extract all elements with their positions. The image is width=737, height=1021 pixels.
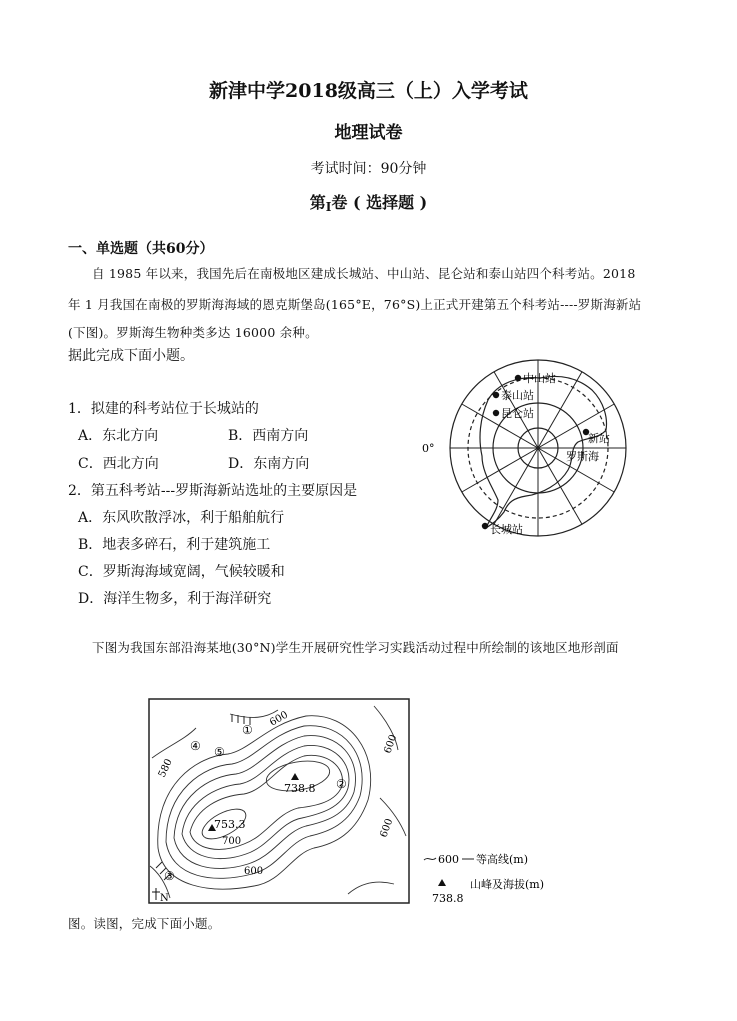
marker-4: ④ — [190, 739, 201, 753]
contour-map — [148, 698, 410, 904]
passage2-line2: 图。读图，完成下面小题。 — [68, 916, 221, 931]
q1-option-a[interactable]: A．东北方向 — [78, 428, 159, 444]
volume-roman: I — [325, 200, 332, 214]
q2-stem: 2．第五科考站---罗斯海新站选址的主要原因是 — [68, 483, 358, 499]
antarctica-polar-map — [410, 352, 660, 544]
q1-option-b[interactable]: B．西南方向 — [228, 428, 309, 444]
volume-prefix: 第 — [309, 193, 326, 212]
exam-subtitle: 地理试卷 — [334, 123, 403, 143]
contour-label-580: 580 — [156, 757, 175, 780]
marker-1: ① — [242, 723, 253, 737]
peak-738-label: 738.8 — [284, 782, 316, 795]
changcheng-station-dot — [482, 523, 488, 529]
passage1-instruction: 据此完成下面小题。 — [68, 348, 194, 364]
peak-753-label: 753.3 — [214, 818, 246, 831]
contour-label-600-bottom: 600 — [244, 866, 264, 877]
q1-option-d[interactable]: D．东南方向 — [228, 456, 310, 472]
section-title: 一、单选题（共60分） — [68, 241, 214, 257]
marker-2: ② — [336, 777, 347, 791]
legend-contour-label: 等高线(m) — [476, 853, 529, 866]
zero-meridian-label: 0° — [422, 442, 435, 455]
marker-5: ⑤ — [214, 745, 225, 759]
volume-suffix: 卷 ( 选择题 ) — [331, 193, 428, 212]
new-station-label: 新站 — [588, 432, 610, 445]
legend-peak-marker — [438, 879, 446, 886]
kunlun-label: 昆仑站 — [501, 407, 534, 420]
volume-heading — [0, 190, 737, 214]
zhongshan-station-dot — [515, 375, 521, 381]
legend-contour-stroke — [424, 858, 436, 860]
meridian-lines — [450, 360, 626, 536]
exam-title: 新津中学2018级高三（上）入学考试 — [209, 80, 528, 102]
zhongshan-label: 中山站 — [523, 372, 556, 385]
q2-option-a[interactable]: A．东风吹散浮冰，利于船舶航行 — [78, 510, 285, 526]
contour-legend — [420, 848, 580, 910]
contour-label-600-right2: 600 — [378, 817, 396, 840]
passage1-line3: (下图)。罗斯海生物种类多达 16000 余种。 — [68, 325, 318, 340]
q2-option-d[interactable]: D．海洋生物多，利于海洋研究 — [78, 591, 272, 607]
north-label: N — [160, 893, 169, 904]
q2-option-b[interactable]: B．地表多碎石，利于建筑施工 — [78, 537, 271, 553]
contour-label-600-right1: 600 — [382, 733, 400, 756]
contour-label-600-top: 600 — [268, 709, 291, 729]
passage1-line2: 年 1 月我国在南极的罗斯海海域的恩克斯堡岛(165°E，76°S)上正式开建第五个科考站----罗斯海新站 — [68, 297, 642, 312]
legend-contour-value: 600 — [438, 853, 459, 866]
taishan-label: 泰山站 — [501, 389, 534, 402]
q1-stem: 1．拟建的科考站位于长城站的 — [68, 401, 259, 417]
kunlun-station-dot — [493, 410, 499, 416]
passage2-line1: 下图为我国东部沿海某地(30°N)学生开展研究性学习实践活动过程中所绘制的该地区地形剖面 — [92, 640, 619, 655]
q2-option-c[interactable]: C．罗斯海海域宽阔，气候较暖和 — [78, 564, 285, 580]
legend-peak-value: 738.8 — [432, 892, 464, 905]
map-frame — [149, 699, 409, 903]
changcheng-label: 长城站 — [490, 523, 523, 536]
taishan-station-dot — [493, 392, 499, 398]
legend-peak-label: 山峰及海拔(m) — [470, 878, 545, 891]
exam-time: 考试时间：90分钟 — [310, 161, 427, 177]
marker-3: ③ — [164, 869, 175, 883]
q1-option-c[interactable]: C．西北方向 — [78, 456, 159, 472]
contour-label-700: 700 — [222, 836, 242, 847]
passage1-line1: 自 1985 年以来，我国先后在南极地区建成长城站、中山站、昆仑站和泰山站四个科考站。2018 — [92, 266, 636, 281]
ross-sea-label: 罗斯海 — [566, 450, 599, 463]
